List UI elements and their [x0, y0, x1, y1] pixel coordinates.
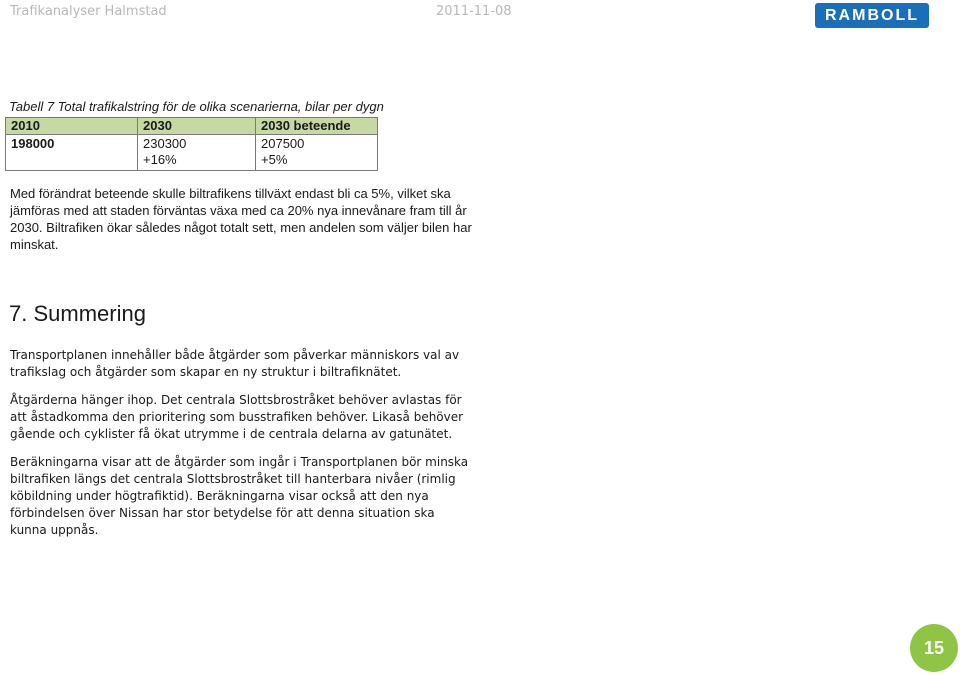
- value-2030: 230300: [143, 136, 187, 151]
- table-header-row: [6, 118, 378, 135]
- table-cell-2030: [138, 135, 256, 171]
- change-2030: +16%: [143, 152, 177, 167]
- table-header-2030-beteende: 2030 beteende: [256, 118, 378, 135]
- table-cell-2030-beteende: [256, 135, 378, 171]
- header-date: 2011-11-08: [436, 4, 512, 19]
- table-caption: Tabell 7 Total trafikalstring för de olika scenarierna, bilar per dygn: [9, 99, 384, 114]
- value-2010: 198000: [11, 136, 55, 151]
- table-row: [6, 135, 378, 171]
- table-header-2030: 2030: [138, 118, 256, 135]
- summary-paragraph-3: Beräkningarna visar att de åtgärder som ingår i Transportplanen bör minska biltrafiken längs det centrala Slottsbrostråket till hanterbara nivåer (rimlig köbildning under högtrafiktid). Beräkningarna visar också att den nya förbindelsen över Nissan har stor betydelse för att denna situation ska kunna uppnås.: [10, 455, 469, 537]
- header-title: Trafikanalyser Halmstad: [10, 4, 167, 19]
- value-2030-beteende: 207500: [261, 136, 305, 151]
- ramboll-logo: RAMBOLL: [815, 3, 929, 28]
- summary-paragraph-1: Transportplanen innehåller både åtgärder som påverkar människors val av trafikslag och åtgärder som skapar en ny struktur i biltrafiknätet.: [10, 348, 460, 379]
- section-heading: 7. Summering: [9, 301, 146, 326]
- table-header-2010: 2010: [6, 118, 138, 135]
- summary-paragraph-2: Åtgärderna hänger ihop. Det centrala Slottsbrostråket behöver avlastas för att åstadkomma den prioritering som busstrafiken behöver. Likaså behöver gående och cyklister få ökat utrymme i de centrala delarna av gatunätet.: [10, 393, 464, 441]
- page-number-badge: 15: [910, 624, 958, 672]
- scenario-table: [5, 117, 378, 171]
- change-2030-beteende: +5%: [261, 152, 288, 167]
- intro-paragraph: Med förändrat beteende skulle biltrafikens tillväxt endast bli ca 5%, vilket ska jämföras med att staden förväntas växa med ca 20% nya innevånare fram till år 2030. Biltrafiken ökar således något totalt sett, men andelen som väljer bilen har minskat.: [10, 186, 472, 252]
- table-cell-2010: [6, 135, 138, 171]
